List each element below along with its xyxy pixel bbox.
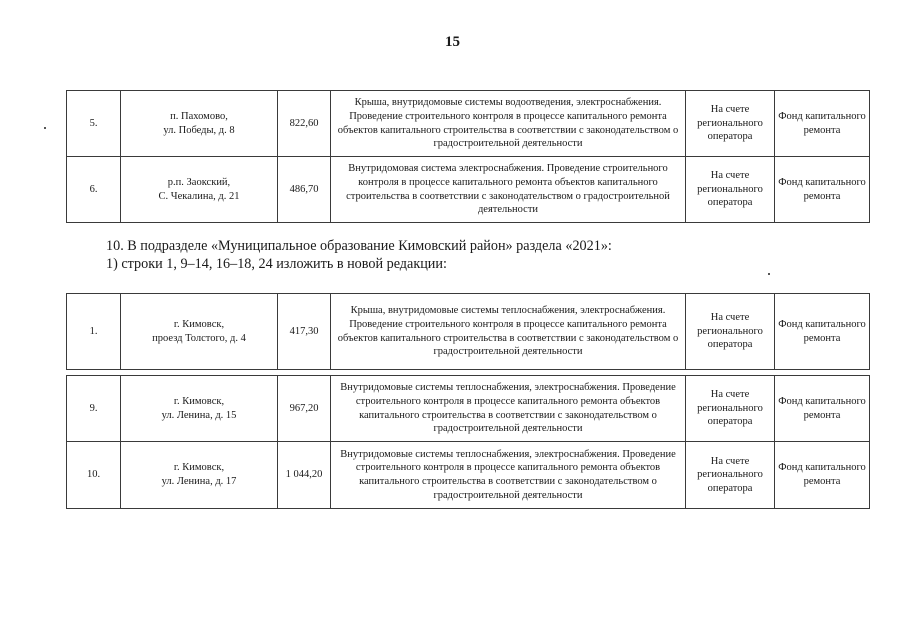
row-address — [121, 442, 278, 509]
page-number: 15 — [445, 34, 460, 50]
row-fund: Фонд капитального ремонта — [775, 442, 870, 509]
address-line-1: р.п. Заокский, — [167, 176, 231, 188]
table-row — [67, 91, 870, 157]
row-fund: Фонд капитального ремонта — [775, 91, 870, 157]
paragraph-instruction: 1) строки 1, 9–14, 16–18, 24 изложить в новой редакции: — [106, 256, 447, 272]
table-row — [67, 157, 870, 223]
row-number: 10. — [67, 442, 121, 509]
row-funding-source: На счете регионального оператора — [686, 294, 775, 370]
address-line-1: г. Кимовск, — [173, 318, 225, 330]
row-number: 5. — [67, 91, 121, 157]
paragraph-subsection: 10. В подразделе «Муниципальное образование Кимовский район» раздела «2021»: — [106, 238, 612, 254]
row-number: 6. — [67, 157, 121, 223]
row-fund: Фонд капитального ремонта — [775, 294, 870, 370]
address-line-2: ул. Победы, д. 8 — [163, 124, 235, 136]
address-line-2: ул. Ленина, д. 15 — [161, 409, 237, 421]
row-cost: 1 044,20 — [278, 442, 331, 509]
row-work-description: Крыша, внутридомовые системы теплоснабжения, электроснабжения. Проведение строительного контроля в процессе капитального ремонта объектов капитального строительства в соответствии с законодательством о градостроительной деятельности — [331, 294, 686, 370]
row-work-description: Внутридомовые системы теплоснабжения, электроснабжения. Проведение строительного контроля в процессе капитального ремонта объектов капитального строительства в соответствии с законодательством о градостроительной деятельности — [331, 442, 686, 509]
row-number: 9. — [67, 376, 121, 442]
row-address — [121, 376, 278, 442]
address-line-2: ул. Ленина, д. 17 — [161, 476, 237, 487]
row-cost: 417,30 — [278, 294, 331, 370]
row-funding-source: На счете регионального оператора — [686, 376, 775, 442]
row-address — [121, 157, 278, 223]
row-fund: Фонд капитального ремонта — [775, 157, 870, 223]
row-funding-source: На счете регионального оператора — [686, 442, 775, 509]
row-work-description: Внутридомовые системы теплоснабжения, электроснабжения. Проведение строительного контроля в процессе капитального ремонта объектов капитального строительства в соответствии с законодательством о градостроительной деятельности — [331, 376, 686, 442]
address-line-1: г. Кимовск, — [173, 462, 225, 474]
table-row — [67, 294, 870, 370]
scan-speck — [768, 273, 770, 275]
row-address — [121, 91, 278, 157]
table-row — [67, 442, 870, 509]
row-funding-source: На счете регионального оператора — [686, 91, 775, 157]
row-address — [121, 294, 278, 370]
table-top — [66, 90, 870, 223]
address-line-2: С. Чекалина, д. 21 — [158, 190, 240, 202]
row-number: 1. — [67, 294, 121, 370]
row-fund: Фонд капитального ремонта — [775, 376, 870, 442]
address-line-1: г. Кимовск, — [173, 395, 225, 407]
table-bottom — [66, 375, 870, 509]
row-work-description: Крыша, внутридомовые системы водоотведения, электроснабжения. Проведение строительного контроля в процессе капитального ремонта объектов капитального строительства в соответствии с законодательством о градостроительной деятельности — [331, 91, 686, 157]
row-cost: 822,60 — [278, 91, 331, 157]
table-row — [67, 376, 870, 442]
scan-speck — [44, 127, 46, 129]
address-line-1: п. Пахомово, — [170, 110, 228, 122]
row-cost: 967,20 — [278, 376, 331, 442]
row-funding-source: На счете регионального оператора — [686, 157, 775, 223]
table-middle — [66, 293, 870, 370]
row-work-description: Внутридомовая система электроснабжения. Проведение строительного контроля в процессе капитального ремонта объектов капитального строительства в соответствии с законодательством о градостроительной деятельности — [331, 157, 686, 223]
address-line-2: проезд Толстого, д. 4 — [152, 332, 246, 344]
row-cost: 486,70 — [278, 157, 331, 223]
